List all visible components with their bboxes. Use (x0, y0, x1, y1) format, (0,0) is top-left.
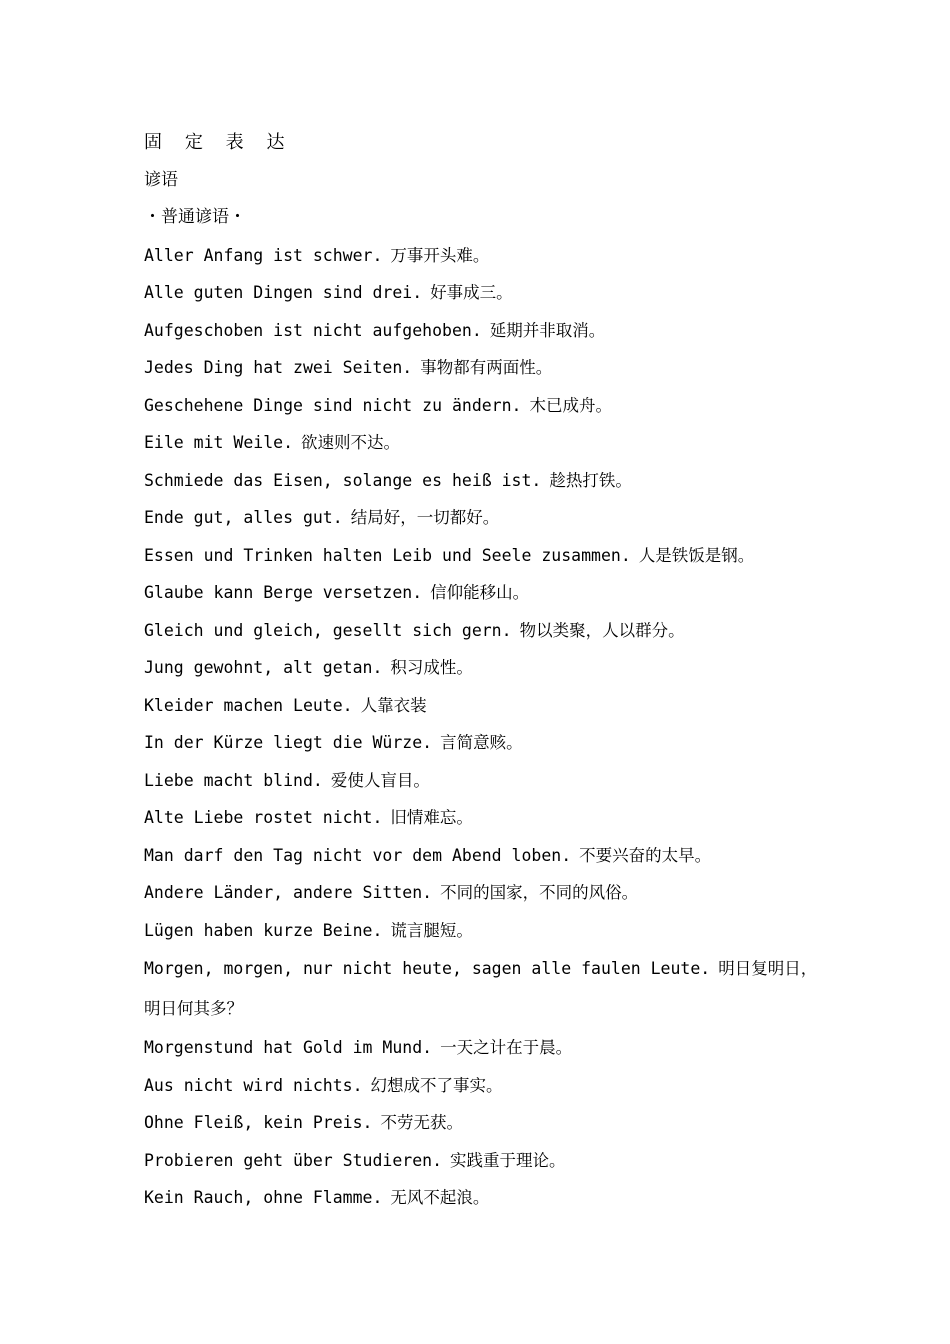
proverb-german: Schmiede das Eisen, solange es heiß ist. (144, 470, 542, 490)
proverb-chinese: 不同的国家，不同的风俗。 (440, 883, 639, 902)
proverb-german: Gleich und gleich, gesellt sich gern. (144, 620, 512, 640)
document-title: 固 定 表 达 (144, 132, 291, 153)
document-body (144, 124, 824, 1217)
proverb-german: Probieren geht über Studieren. (144, 1150, 443, 1170)
proverb-line (144, 912, 824, 950)
proverb-line (144, 499, 824, 537)
proverb-line (144, 1029, 824, 1067)
proverb-line (144, 837, 824, 875)
proverb-chinese: 趁热打铁。 (549, 470, 632, 490)
proverb-german: Geschehene Dinge sind nicht zu ändern. (144, 395, 522, 415)
proverb-line (144, 762, 824, 800)
proverb-german: Alte Liebe rostet nicht. (144, 808, 383, 827)
proverb-german: Eile mit Weile. (144, 433, 294, 452)
proverb-chinese: 木已成舟。 (529, 395, 612, 415)
proverb-german: Man darf den Tag nicht vor dem Abend loben. (144, 845, 572, 865)
proverb-german: Morgen, morgen, nur nicht heute, sagen alle faulen Leute. (144, 959, 711, 978)
proverb-german: Ohne Fleiß, kein Preis. (144, 1113, 373, 1132)
proverb-chinese: 爱使人盲目。 (330, 770, 430, 790)
proverb-line (144, 649, 824, 687)
proverb-line (144, 724, 824, 762)
proverb-line (144, 387, 824, 425)
proverb-line (144, 1179, 824, 1217)
proverb-chinese: 万事开头难。 (390, 245, 490, 265)
proverb-german: Essen und Trinken halten Leib und Seele zusammen. (144, 545, 631, 565)
proverb-chinese: 谎言腿短。 (390, 920, 473, 940)
proverb-chinese: 实践重于理论。 (450, 1150, 566, 1170)
proverb-line (144, 1067, 824, 1105)
proverb-chinese: 人靠衣装 (360, 695, 427, 715)
proverb-german: In der Kürze liegt die Würze. (144, 733, 433, 752)
proverb-german: Morgenstund hat Gold im Mund. (144, 1038, 433, 1057)
proverb-german: Andere Länder, andere Sitten. (144, 883, 433, 902)
proverb-chinese: 好事成三。 (430, 283, 513, 302)
proverb-chinese: 事物都有两面性。 (420, 358, 553, 377)
proverb-chinese: 无风不起浪。 (390, 1188, 490, 1207)
proverb-chinese: 不劳无获。 (380, 1113, 463, 1132)
proverb-chinese: 结局好，一切都好。 (350, 508, 500, 527)
proverb-chinese: 信仰能移山。 (430, 583, 530, 602)
section-heading: 谚语 (144, 169, 178, 190)
proverb-line (144, 612, 824, 650)
proverb-line (144, 462, 824, 500)
proverb-line (144, 799, 824, 837)
proverb-german: Aufgeschoben ist nicht aufgehoben. (144, 320, 482, 340)
proverb-german: Kein Rauch, ohne Flamme. (144, 1188, 383, 1207)
proverb-german: Jung gewohnt, alt getan. (144, 658, 383, 677)
proverb-german: Ende gut, alles gut. (144, 508, 343, 527)
subsection-heading: ・普通谚语・ (144, 207, 246, 227)
proverb-german: Liebe macht blind. (144, 770, 323, 790)
proverb-german: Aller Anfang ist schwer. (144, 245, 383, 265)
proverb-chinese: 欲速则不达。 (301, 433, 401, 452)
proverb-chinese: 旧情难忘。 (390, 808, 473, 827)
proverb-line (144, 537, 824, 575)
proverb-line (144, 874, 824, 912)
proverb-line (144, 312, 824, 350)
proverb-german: Jedes Ding hat zwei Seiten. (144, 358, 413, 377)
proverb-chinese: 幻想成不了事实。 (370, 1075, 503, 1095)
proverb-chinese: 积习成性。 (390, 658, 473, 677)
proverb-german: Lügen haben kurze Beine. (144, 920, 383, 940)
proverb-german: Alle guten Dingen sind drei. (144, 283, 423, 302)
proverb-chinese: 不要兴奋的太早。 (579, 845, 712, 865)
proverb-line (144, 687, 824, 725)
proverb-line (144, 574, 824, 612)
proverb-line (144, 1142, 824, 1180)
proverb-line (144, 349, 824, 387)
proverb-line (144, 1104, 824, 1142)
proverb-line (144, 949, 824, 1029)
proverb-chinese: 一天之计在于晨。 (440, 1038, 573, 1057)
proverb-chinese: 人是铁饭是钢。 (638, 545, 755, 565)
proverb-chinese: 言简意赅。 (440, 733, 523, 752)
proverb-line (144, 274, 824, 312)
proverb-german: Aus nicht wird nichts. (144, 1075, 363, 1095)
proverb-line (144, 237, 824, 275)
proverb-chinese: 物以类聚，人以群分。 (519, 620, 685, 640)
proverb-chinese: 明日复明日，明日何其多？ (144, 959, 818, 1018)
proverb-line (144, 424, 824, 462)
proverb-chinese: 延期并非取消。 (489, 320, 606, 340)
proverb-german: Glaube kann Berge versetzen. (144, 583, 423, 602)
proverb-german: Kleider machen Leute. (144, 695, 353, 715)
